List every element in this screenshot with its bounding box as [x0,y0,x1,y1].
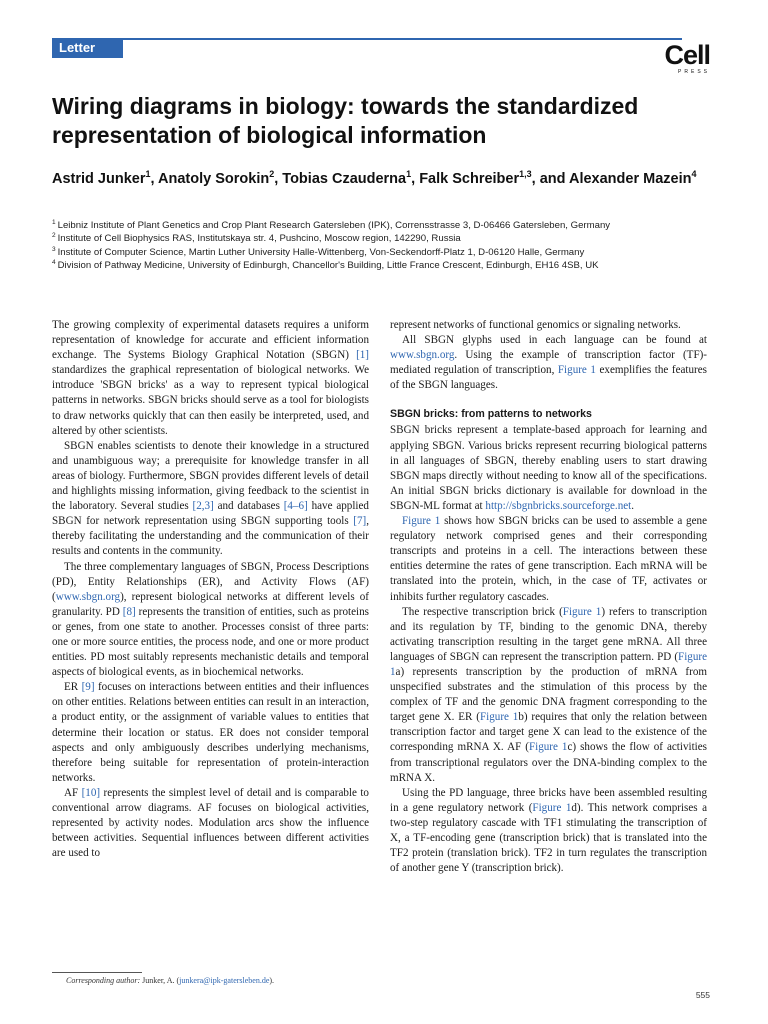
author-name: Astrid Junker [52,171,146,187]
logo-text: Cell [664,40,710,70]
author-name: Alexander Mazein [568,171,692,187]
affiliation-number: 3 [52,245,56,253]
author-affiliation-marker: 1 [145,169,151,179]
corresponding-author-footnote [66,976,466,986]
body-text: ), represent biological networks at different levels of granularity. PD [52,590,369,618]
body-column-right [390,318,707,876]
page-number: 555 [695,990,710,1000]
affiliation-number: 4 [52,258,56,266]
affiliation-list [52,219,732,272]
body-paragraph [390,333,707,393]
body-paragraph [52,680,369,786]
body-text: have applied SBGN for network representation using SBGN supporting tools [52,500,369,528]
reference-link[interactable]: Figure 1 [390,650,707,678]
body-text: shows how SBGN bricks can be used to assemble a gene regulatory network comprised genes and their corresponding transcripts and proteins in a cell. The interactions between these entities determine the rates of gene transcription. Each mRNA will be translated into the protein, which, in the case of TF, activates or inhibits further regulatory cascades. [390,515,707,603]
body-text: and databases [213,500,284,513]
affiliation-text: Leibniz Institute of Plant Genetics and Crop Plant Research Gatersleben (IPK), Corrensstrasse 3, D-06466 Gatersleben, Germany [57,220,611,231]
author-affiliation-marker: 4 [691,169,697,179]
author-name: Tobias Czauderna [282,171,407,187]
footnote-label: Corresponding author: [66,976,141,985]
affiliation-text: Institute of Computer Science, Martin Luther University Halle-Wittenberg, Von-Seckendorff-Platz 1, D-06120 Halle, Germany [57,246,585,258]
author-separator: , [150,171,159,187]
reference-link[interactable]: [7] [353,515,367,528]
body-text: represents the transition of entities, such as proteins or genes, from one state to another. Processes consist of three parts: one or more source entities, the process node, and one or more product entities. PD most suitably represents mechanistic details and temporal aspects of biological events, as in biochemical networks. [52,605,369,679]
body-text: c) shows the flow of activities from transcriptional regulators over the DNA-binding complex to the mRNA X. [390,741,707,784]
reference-link[interactable]: [2,3] [192,500,214,513]
body-paragraph [52,439,369,560]
author-name: Falk Schreiber [419,171,520,187]
body-text: , thereby facilitating the understanding and the communication of their results and contents in the community. [52,515,369,558]
author-separator: , [274,171,283,187]
body-text: . Using the example of transcription factor (TF)-mediated regulation of transcription, [390,349,707,377]
header-bar [52,38,682,58]
author-separator: , and [531,171,569,187]
body-text: ER [64,681,82,694]
reference-link[interactable]: Figure 1 [528,741,568,754]
body-text: SBGN bricks: from patterns to networks [390,408,592,421]
header-rule [123,38,682,40]
affiliation-text: Division of Pathway Medicine, University of Edinburgh, Chancellor's Building, Little France Crescent, Edinburgh, EH16 4SB, UK [57,259,599,271]
reference-link[interactable]: Figure 1 [557,364,596,377]
body-text: AF [64,786,82,799]
logo-subtext: PRESS [678,69,710,75]
body-paragraph [52,318,369,439]
body-paragraph [390,318,707,333]
body-paragraph [52,560,369,681]
body-text: All SBGN glyphs used in each language can be found at [402,334,707,347]
reference-link[interactable]: www.sbgn.org [55,590,121,603]
body-text: represent networks of functional genomics or signaling networks. [390,319,681,331]
footnote-close: ). [269,976,275,985]
section-label: Letter [52,38,123,58]
body-text: Using the PD language, three bricks have been assembled resulting in a gene regulatory network ( [390,786,707,814]
author-list [52,170,712,189]
affiliation-text: Institute of Cell Biophysics RAS, Institutskaya str. 4, Pushcino, Moscow region, 142290, Russia [57,233,461,245]
body-paragraph [52,786,369,861]
body-text: exemplifies the features of the SBGN languages. [390,364,707,392]
footnote-email-link[interactable]: junkera@ipk-gatersleben.de [179,976,270,985]
affiliation-number: 1 [52,219,56,226]
body-text: SBGN bricks represent a template-based approach for learning and applying SBGN. Various bricks represent recurring biological patterns in all languages of SBGN, thereby enabling users to start drawing SBGN maps directly without needing to know all of the specifications. An initial SBGN bricks dictionary is available for download in the SBGN-ML format at [390,424,707,512]
body-text: SBGN enables scientists to denote their knowledge in a structured and unambiguous way; a prerequisite for knowledge transfer in all areas of biology. Furthermore, SBGN provides different levels of detail and highlights missing information, giving feedback to the scientist in the laboratory. Several studies [52,439,369,513]
body-text: b) requires that only the relation between transcription factor and target gene X can lead to the existence of the corresponding mRNA X. AF ( [390,711,707,754]
article-title: Wiring diagrams in biology: towards the standardized representation of biological information [52,93,639,148]
author-name: Anatoly Sorokin [158,171,270,187]
reference-link[interactable]: [4–6] [283,500,308,513]
author-affiliation-marker: 1 [406,169,412,179]
footnote-name: Junker, A. ( [140,976,180,985]
reference-link[interactable]: [9] [81,681,95,694]
body-text: a) represents transcription by the production of mRNA from unspecified substrates and the stimulation of this process by the complex of TF and the genomic DNA fragment corresponding to the target gene X. ER ( [390,665,707,724]
author-affiliation-marker: 2 [269,169,275,179]
body-text: . [631,499,635,512]
body-paragraph [390,605,707,786]
affiliation [52,259,732,272]
body-paragraph [390,786,707,877]
body-text: represents the simplest level of detail and is comparable to conventional arrow diagrams. AF focuses on biological activities, represented by activity nodes. Modulation arcs show the influence between activities. Sequential influences between different activities are used to [52,786,369,860]
body-column-left [52,318,369,861]
affiliation [52,232,732,245]
body-text: focuses on interactions between entities and their influences on other entities. Relations between entities can result in an interaction, a product entity, or the assignment of variable values to entities that determine their location or status. ER does not consider temporal aspects and only ambiguously describes underlying mechanisms, therefore being suitable for representation of protein-interaction networks. [52,681,369,784]
reference-link[interactable]: Figure 1 [532,801,572,814]
reference-link[interactable]: Figure 1 [562,605,602,618]
reference-link[interactable]: Figure 1 [402,515,441,528]
body-text: The growing complexity of experimental datasets requires a uniform representation of knowledge for accurate and efficient information exchange. The Systems Biology Graphical Notation (SBGN) [52,319,369,362]
author-affiliation-marker: 1,3 [519,169,532,179]
reference-link[interactable]: www.sbgn.org [390,349,455,362]
body-text: The respective transcription brick ( [402,605,563,618]
body-text: ) refers to transcription and its regulation by TF, binding to the genomic DNA, thereby activating transcription resulting in the target gene mRNA. All three languages of SBGN can represent the transcription pattern. PD ( [390,605,707,663]
body-paragraph [390,514,707,605]
author-separator: , [411,171,420,187]
body-text: standardizes the graphical representation of biological networks. We introduce 'SBGN bricks' as a way to represent typical biological patterns in networks. SBGN bricks should serve as a tool for biologists to draw networks quickly that can then easily be interpreted, used, and altered by other scientists. [52,364,369,437]
reference-link[interactable]: http://sbgnbricks.sourceforge.net [485,499,632,512]
reference-link[interactable]: Figure 1 [479,711,519,724]
reference-link[interactable]: [8] [122,605,136,618]
affiliation [52,219,732,232]
footnote-rule [52,972,142,973]
affiliation [52,246,732,259]
body-paragraph [390,423,707,514]
affiliation-number: 2 [52,232,56,240]
reference-link[interactable]: [1] [356,349,369,362]
body-text: The three complementary languages of SBGN, Process Descriptions (PD), Entity Relationships (ER), and Activity Flows (AF) ( [52,560,369,603]
reference-link[interactable]: [10] [81,786,101,799]
section-heading [390,407,707,421]
cell-press-logo [644,42,710,76]
body-text: d). This network comprises a two-step regulatory cascade with TF1 stimulating the transcription of X, a TF-encoding gene (transcription brick) that is translated into the TF2 protein (translation brick). TF2 in turn regulates the transcription of another gene Y (transcription brick). [390,801,707,875]
